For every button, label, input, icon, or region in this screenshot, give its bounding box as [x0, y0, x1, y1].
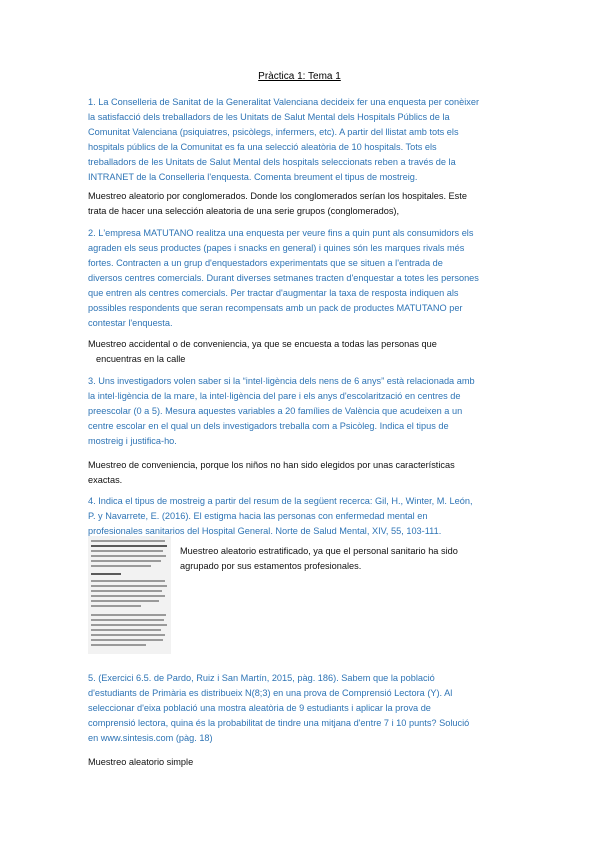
- text-line: 3. Uns investigadors volen saber si la “intel·ligència dels nens de 6 anys” està relacionada amb: [88, 376, 475, 386]
- text-line: trata de hacer una selección aleatoria de una serie grupos (conglomerados),: [88, 206, 400, 216]
- text-line: Muestreo de conveniencia, porque los niños no han sido elegidos por unas características: [88, 460, 455, 470]
- text-line: diversos centres comercials. Durant diverses setmanes tracten d'enquestar a totes les persones: [88, 273, 479, 283]
- text-line: 1. La Conselleria de Sanitat de la Generalitat Valenciana decideix fer una enquesta per conèixer: [88, 97, 480, 107]
- answer-3: [88, 458, 513, 488]
- text-line: la intel·ligència de la mare, la intel·ligència del pare i els anys d'escolarització en centres de: [88, 391, 461, 401]
- answer-1: [88, 189, 513, 219]
- text-line: centre escolar en el qual un dels investigadors treballa com a Psicòleg. Indica el tipus de: [88, 421, 449, 431]
- question-3: [88, 374, 513, 449]
- text-line: mostreig i justifica-ho.: [88, 436, 177, 446]
- text-line: Muestreo aleatorio estratificado, ya que el personal sanitario ha sido: [180, 546, 458, 556]
- text-line: Muestreo accidental o de conveniencia, ya que se encuesta a todas las personas que: [88, 339, 437, 349]
- answer-4: [180, 544, 510, 574]
- text-line: comprensió lectora, quina és la probabilitat de tindre una mitjana d'entre 7 i 10 punts? Solució: [88, 718, 470, 728]
- answer-5: [88, 755, 513, 770]
- text-line: agraden els seus productes (papes i snacks en general) i quines són les marques rivals més: [88, 243, 465, 253]
- text-line: d'estudiants de Primària es distribueix N(8;3) en una prova de Comprensió Lectora (Y). Al: [88, 688, 453, 698]
- text-line: Comunitat Valenciana (psiquiatres, psicòlegs, infermers, etc). A partir del llistat amb tots els: [88, 127, 459, 137]
- text-line: 2. L'empresa MATUTANO realitza una enquesta per veure fins a quin punt als consumidors els: [88, 228, 474, 238]
- question-5: [88, 671, 513, 746]
- text-line: fortes. Contracten a un grup d'enquestadors experimentats que se situen a l'entrada de: [88, 258, 443, 268]
- text-line: treballadors de les Unitats de Salut Mental dels hospitals seleccionats reben a través de la: [88, 157, 456, 167]
- text-line: possibles respondents que seran recompensats amb un pack de productes MATUTANO per: [88, 303, 463, 313]
- text-line: Muestreo aleatorio por conglomerados. Donde los conglomerados serían los hospitales. Este: [88, 191, 467, 201]
- text-line: agrupado por sus estamentos profesionales.: [180, 561, 362, 571]
- text-line: 4. Indica el tipus de mostreig a partir del resum de la següent recerca: Gil, H., Winter, M. León,: [88, 496, 473, 506]
- text-line: 5. (Exercici 6.5. de Pardo, Ruiz i San Martín, 2015, pàg. 186). Sabem que la població: [88, 673, 435, 683]
- text-line: P. y Navarrete, E. (2016). El estigma hacia las personas con enfermedad mental en: [88, 511, 428, 521]
- article-abstract-thumbnail: [88, 536, 171, 654]
- text-line: Muestreo aleatorio simple: [88, 757, 194, 767]
- text-line: contestar l'enquesta.: [88, 318, 173, 328]
- text-line: la satisfacció dels treballadors de les Unitats de Salut Mental dels Hospitals Públics de la: [88, 112, 450, 122]
- question-2: [88, 226, 513, 331]
- text-line: profesionales sanitarios del Hospital General. Norte de Salud Mental, XIV, 55, 103-111.: [88, 526, 442, 536]
- text-line: en www.sintesis.com (pàg. 18): [88, 733, 213, 743]
- text-line: preescolar (0 a 5). Mesura aquestes variables a 20 famílies de València que acudeixen a un: [88, 406, 463, 416]
- text-line: que entren als centres comercials. Per tractar d'augmentar la taxa de resposta indiquen als: [88, 288, 459, 298]
- text-line: seleccionar d'eixa població una mostra aleatòria de 9 estudiants i aplicar la prova de: [88, 703, 431, 713]
- text-line: encuentras en la calle: [96, 354, 186, 364]
- text-line: exactas.: [88, 475, 123, 485]
- question-4: [88, 494, 513, 539]
- text-line: INTRANET de la Conselleria l'enquesta. Comenta breument el tipus de mostreig.: [88, 172, 418, 182]
- answer-2: [88, 337, 513, 367]
- question-1: [88, 95, 513, 185]
- text-line: hospitals públics de la Comunitat es fa una selecció aleatòria de 10 hospitals. Tots els: [88, 142, 437, 152]
- page-title: Pràctica 1: Tema 1: [258, 71, 341, 82]
